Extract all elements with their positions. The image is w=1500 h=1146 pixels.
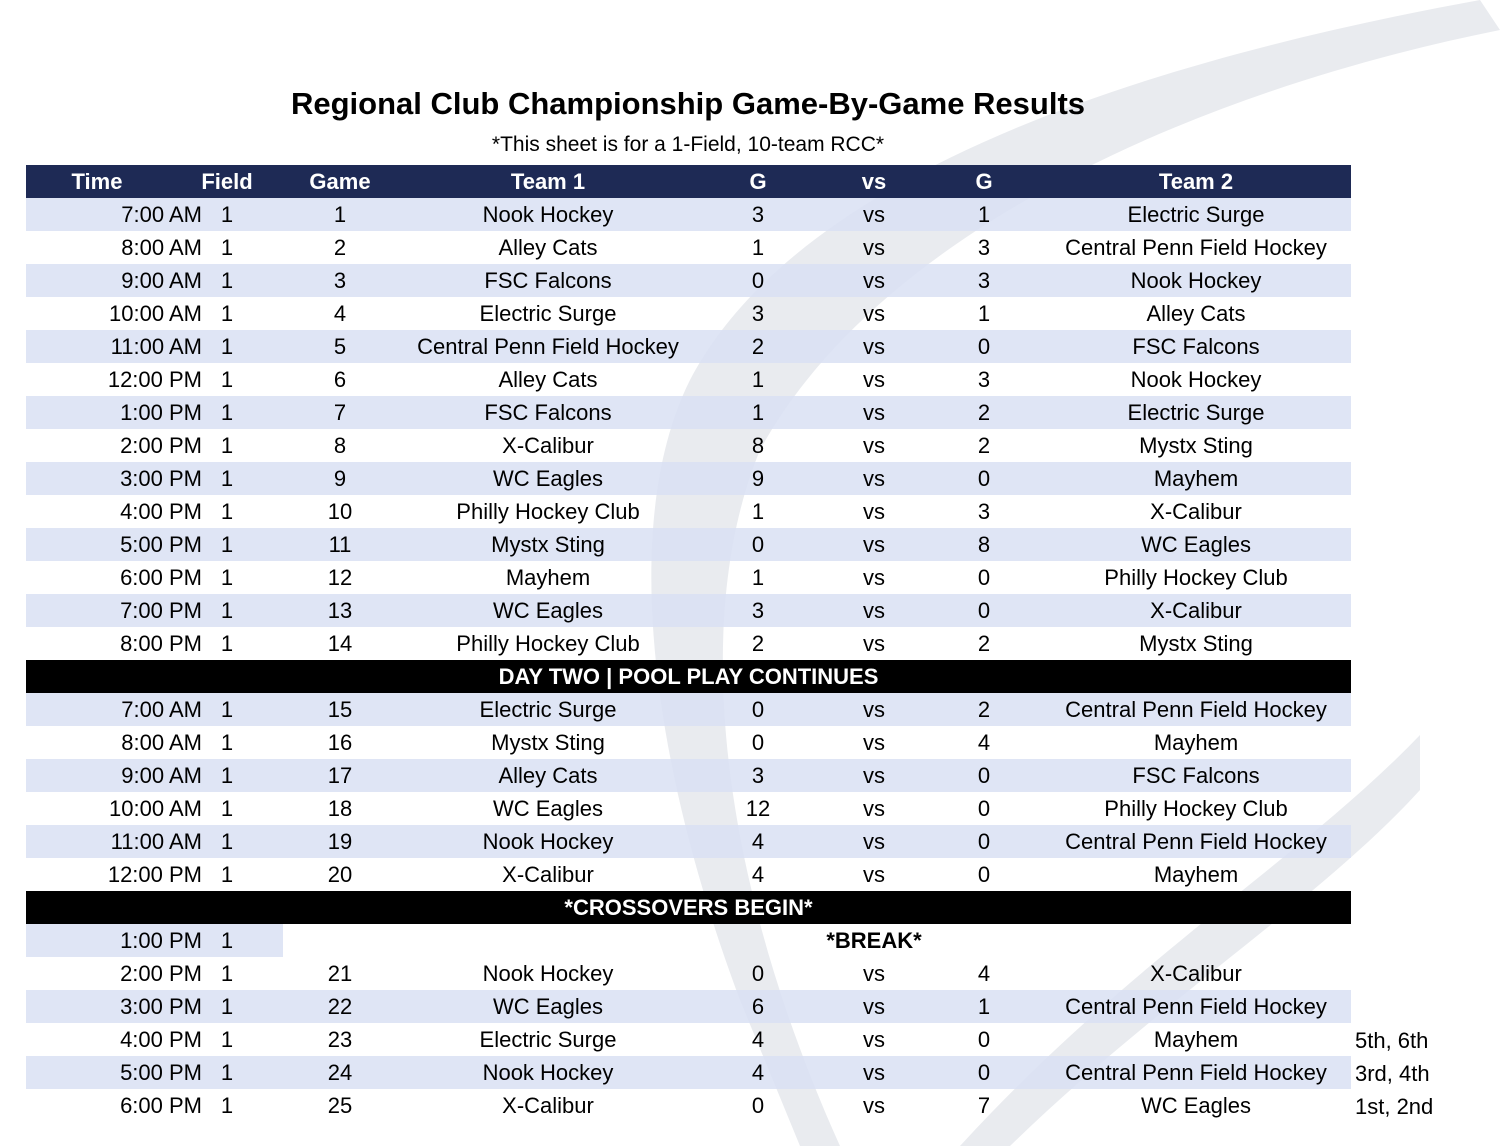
- cell-team1-goals: 12: [745, 796, 771, 821]
- table-row: [26, 462, 1351, 495]
- cell-time: 8:00 PM: [120, 631, 202, 656]
- cell-field: 1: [220, 400, 234, 425]
- cell-vs: vs: [863, 367, 885, 392]
- table-row: [26, 1056, 1351, 1089]
- banner-day-two: DAY TWO | POOL PLAY CONTINUES: [26, 660, 1351, 693]
- cell-team1-goals: 2: [751, 631, 765, 656]
- cell-team1-goals: 3: [751, 202, 765, 227]
- cell-field: 1: [220, 928, 234, 953]
- cell-vs: vs: [863, 796, 885, 821]
- table-row: [26, 363, 1351, 396]
- cell-team1: Electric Surge: [479, 301, 617, 326]
- cell-game: 16: [327, 730, 353, 755]
- cell-time: 3:00 PM: [120, 994, 202, 1019]
- cell-game: 12: [327, 565, 353, 590]
- cell-game: 22: [327, 994, 353, 1019]
- table-row: [26, 726, 1351, 759]
- cell-time: 6:00 PM: [120, 1093, 202, 1118]
- cell-time: 7:00 AM: [121, 697, 202, 722]
- cell-vs: vs: [863, 697, 885, 722]
- cell-game: 1: [333, 202, 347, 227]
- cell-time: 10:00 AM: [109, 301, 202, 326]
- cell-field: 1: [220, 532, 234, 557]
- cell-vs: vs: [863, 994, 885, 1019]
- cell-vs: vs: [863, 565, 885, 590]
- cell-team2: Electric Surge: [1127, 400, 1265, 425]
- col-header-g1: G: [749, 169, 767, 194]
- cell-team2: Nook Hockey: [1130, 268, 1262, 293]
- cell-game: 8: [333, 433, 347, 458]
- cell-time: 7:00 PM: [120, 598, 202, 623]
- cell-game: 2: [333, 235, 347, 260]
- cell-team2-goals: 1: [977, 301, 991, 326]
- col-header-team2: Team 2: [1158, 169, 1234, 194]
- cell-game: 4: [333, 301, 347, 326]
- cell-team2-goals: 0: [977, 334, 991, 359]
- cell-vs: vs: [863, 202, 885, 227]
- cell-team2: Philly Hockey Club: [1104, 796, 1288, 821]
- cell-time: 11:00 AM: [110, 334, 202, 359]
- cell-team2-goals: 1: [977, 994, 991, 1019]
- cell-vs: vs: [863, 268, 885, 293]
- table-row: [26, 759, 1351, 792]
- cell-team2: Philly Hockey Club: [1104, 565, 1288, 590]
- col-header-field: Field: [201, 169, 253, 194]
- cell-field: 1: [220, 598, 234, 623]
- cell-field: 1: [220, 433, 234, 458]
- cell-team1-goals: 3: [751, 301, 765, 326]
- cell-game: 11: [328, 532, 352, 557]
- cell-vs: vs: [863, 763, 885, 788]
- cell-team2: WC Eagles: [1140, 532, 1252, 557]
- cell-team2-goals: 0: [977, 598, 991, 623]
- cell-vs: vs: [863, 730, 885, 755]
- cell-team1-goals: 1: [751, 499, 765, 524]
- table-row: [26, 825, 1351, 858]
- cell-time: 12:00 PM: [107, 367, 202, 392]
- cell-time: 4:00 PM: [120, 1027, 202, 1052]
- cell-team2: Mystx Sting: [1139, 631, 1253, 656]
- cell-game: 10: [327, 499, 353, 524]
- cell-team1-goals: 4: [751, 1060, 765, 1085]
- cell-team1: Central Penn Field Hockey: [417, 334, 679, 359]
- cell-field: 1: [220, 796, 234, 821]
- results-table: [26, 165, 1351, 1122]
- cell-team2: Central Penn Field Hockey: [1065, 1060, 1327, 1085]
- table-row: [26, 495, 1351, 528]
- cell-time: 8:00 AM: [121, 730, 202, 755]
- cell-team2: Alley Cats: [1146, 301, 1246, 326]
- cell-team1-goals: 4: [751, 862, 765, 887]
- cell-team2-goals: 4: [977, 961, 991, 986]
- cell-field: 1: [220, 466, 234, 491]
- cell-team1-goals: 9: [751, 466, 765, 491]
- cell-team2: FSC Falcons: [1132, 763, 1260, 788]
- cell-field: 1: [220, 961, 234, 986]
- table-row: [26, 990, 1351, 1023]
- cell-time: 9:00 AM: [121, 268, 202, 293]
- cell-game: 25: [327, 1093, 353, 1118]
- cell-game: 17: [327, 763, 353, 788]
- cell-time: 8:00 AM: [121, 235, 202, 260]
- cell-game: 14: [327, 631, 353, 656]
- table-row: [26, 792, 1351, 825]
- cell-team2: Mayhem: [1153, 1027, 1239, 1052]
- cell-vs: vs: [863, 1093, 885, 1118]
- cell-field: 1: [220, 1093, 234, 1118]
- cell-time: 5:00 PM: [120, 532, 202, 557]
- cell-team1-goals: 1: [751, 565, 765, 590]
- crossover-rows: [26, 957, 1351, 1122]
- cell-time: 11:00 AM: [110, 829, 202, 854]
- cell-team2: X-Calibur: [1150, 499, 1242, 524]
- page-subtitle: *This sheet is for a 1-Field, 10-team RCC*: [491, 133, 885, 156]
- table-row: [26, 1023, 1351, 1056]
- cell-vs: vs: [863, 400, 885, 425]
- cell-team2: Mayhem: [1153, 862, 1239, 887]
- cell-vs: vs: [863, 1027, 885, 1052]
- cell-game: 19: [327, 829, 353, 854]
- cell-team1: Philly Hockey Club: [456, 499, 640, 524]
- cell-team1-goals: 0: [751, 697, 765, 722]
- cell-team2-goals: 3: [977, 499, 991, 524]
- cell-vs: vs: [863, 532, 885, 557]
- cell-team1: X-Calibur: [502, 433, 594, 458]
- cell-team1-goals: 1: [751, 367, 765, 392]
- cell-team2: WC Eagles: [1140, 1093, 1252, 1118]
- cell-team2: FSC Falcons: [1132, 334, 1260, 359]
- cell-game: 23: [327, 1027, 353, 1052]
- cell-team1: WC Eagles: [492, 466, 604, 491]
- cell-team2-goals: 0: [977, 565, 991, 590]
- cell-vs: vs: [863, 235, 885, 260]
- cell-team2-goals: 0: [977, 763, 991, 788]
- cell-field: 1: [220, 862, 234, 887]
- cell-time: 9:00 AM: [121, 763, 202, 788]
- banner-crossovers: *CROSSOVERS BEGIN*: [26, 891, 1351, 924]
- cell-game: 24: [327, 1060, 353, 1085]
- cell-time: 4:00 PM: [120, 499, 202, 524]
- cell-team1: Nook Hockey: [482, 1060, 614, 1085]
- cell-team1: Mystx Sting: [491, 730, 605, 755]
- table-row: [26, 561, 1351, 594]
- table-row: [26, 627, 1351, 660]
- cell-field: 1: [220, 202, 234, 227]
- cell-team1: X-Calibur: [502, 862, 594, 887]
- cell-team1: Alley Cats: [498, 763, 598, 788]
- cell-vs: vs: [863, 1060, 885, 1085]
- cell-vs: vs: [863, 466, 885, 491]
- cell-team1: Alley Cats: [498, 235, 598, 260]
- cell-team1: WC Eagles: [492, 994, 604, 1019]
- cell-team2-goals: 3: [977, 235, 991, 260]
- cell-team2-goals: 7: [977, 1093, 991, 1118]
- cell-game: 3: [333, 268, 347, 293]
- cell-game: 18: [327, 796, 353, 821]
- cell-team2: Mayhem: [1153, 466, 1239, 491]
- col-header-g2: G: [975, 169, 993, 194]
- cell-game: 20: [327, 862, 353, 887]
- cell-team1: Alley Cats: [498, 367, 598, 392]
- cell-field: 1: [220, 763, 234, 788]
- cell-team2: X-Calibur: [1150, 961, 1242, 986]
- cell-team2-goals: 3: [977, 367, 991, 392]
- table-row: [26, 957, 1351, 990]
- cell-field: 1: [220, 730, 234, 755]
- placement-label: 1st, 2nd: [1355, 1094, 1434, 1119]
- cell-team2-goals: 4: [977, 730, 991, 755]
- cell-team1: Nook Hockey: [482, 961, 614, 986]
- cell-team1: Philly Hockey Club: [456, 631, 640, 656]
- col-header-game: Game: [309, 169, 371, 194]
- cell-vs: vs: [863, 598, 885, 623]
- cell-time: 2:00 PM: [120, 433, 202, 458]
- cell-field: 1: [220, 565, 234, 590]
- placement-label: 5th, 6th: [1355, 1028, 1429, 1053]
- cell-team1: Nook Hockey: [482, 829, 614, 854]
- cell-time: 2:00 PM: [120, 961, 202, 986]
- cell-team1-goals: 0: [751, 268, 765, 293]
- cell-field: 1: [220, 994, 234, 1019]
- cell-time: 1:00 PM: [120, 400, 202, 425]
- cell-team2-goals: 0: [977, 796, 991, 821]
- cell-team1-goals: 3: [751, 763, 765, 788]
- cell-team1: WC Eagles: [492, 598, 604, 623]
- cell-time: 10:00 AM: [109, 796, 202, 821]
- cell-team2: Central Penn Field Hockey: [1065, 994, 1327, 1019]
- cell-team1-goals: 1: [751, 400, 765, 425]
- day-two-rows: [26, 693, 1351, 891]
- table-row: [26, 1089, 1351, 1122]
- cell-game: 21: [327, 961, 353, 986]
- cell-vs: vs: [863, 829, 885, 854]
- cell-team1-goals: 3: [751, 598, 765, 623]
- day-one-rows: [26, 198, 1351, 660]
- table-row: [26, 858, 1351, 891]
- cell-team1-goals: 0: [751, 532, 765, 557]
- cell-field: 1: [220, 1060, 234, 1085]
- cell-field: 1: [220, 301, 234, 326]
- cell-game: 6: [333, 367, 347, 392]
- table-row: [26, 231, 1351, 264]
- cell-game: 13: [327, 598, 353, 623]
- cell-time: 3:00 PM: [120, 466, 202, 491]
- cell-field: 1: [220, 499, 234, 524]
- table-row: [26, 330, 1351, 363]
- cell-vs: vs: [863, 433, 885, 458]
- cell-team2-goals: 0: [977, 829, 991, 854]
- col-header-time: Time: [71, 169, 123, 194]
- cell-team2-goals: 0: [977, 862, 991, 887]
- cell-field: 1: [220, 829, 234, 854]
- table-row: [26, 693, 1351, 726]
- cell-team1: Mystx Sting: [491, 532, 605, 557]
- cell-game: 7: [333, 400, 347, 425]
- cell-team1-goals: 4: [751, 1027, 765, 1052]
- cell-team2-goals: 0: [977, 1027, 991, 1052]
- cell-team1-goals: 8: [751, 433, 765, 458]
- cell-team2: Central Penn Field Hockey: [1065, 235, 1327, 260]
- cell-time: 6:00 PM: [120, 565, 202, 590]
- table-header: [26, 165, 1351, 198]
- cell-team1: Nook Hockey: [482, 202, 614, 227]
- cell-time: 1:00 PM: [120, 928, 202, 953]
- cell-team2-goals: 2: [977, 631, 991, 656]
- cell-team2: Central Penn Field Hockey: [1065, 697, 1327, 722]
- cell-team2-goals: 1: [977, 202, 991, 227]
- cell-game: 15: [327, 697, 353, 722]
- cell-team1: WC Eagles: [492, 796, 604, 821]
- cell-vs: vs: [863, 961, 885, 986]
- cell-field: 1: [220, 268, 234, 293]
- cell-team1-goals: 0: [751, 730, 765, 755]
- cell-field: 1: [220, 367, 234, 392]
- cell-team2: Electric Surge: [1127, 202, 1265, 227]
- cell-vs: vs: [863, 499, 885, 524]
- col-header-vs: vs: [861, 169, 887, 194]
- cell-team2-goals: 2: [977, 433, 991, 458]
- cell-vs: vs: [863, 631, 885, 656]
- cell-game: 9: [333, 466, 347, 491]
- cell-team2-goals: 3: [977, 268, 991, 293]
- cell-team1: X-Calibur: [502, 1093, 594, 1118]
- cell-vs: vs: [863, 334, 885, 359]
- cell-time: 12:00 PM: [107, 862, 202, 887]
- cell-field: 1: [220, 334, 234, 359]
- table-row: [26, 528, 1351, 561]
- cell-team2: Mystx Sting: [1139, 433, 1253, 458]
- cell-time: 7:00 AM: [121, 202, 202, 227]
- table-row: [26, 264, 1351, 297]
- placement-label: 3rd, 4th: [1355, 1061, 1430, 1086]
- cell-team1: FSC Falcons: [484, 268, 612, 293]
- cell-team1-goals: 1: [751, 235, 765, 260]
- cell-team1: Electric Surge: [479, 697, 617, 722]
- col-header-team1: Team 1: [510, 169, 586, 194]
- cell-field: 1: [220, 235, 234, 260]
- table-row: [26, 396, 1351, 429]
- page-title: Regional Club Championship Game-By-Game Results: [290, 86, 1086, 121]
- cell-team1-goals: 2: [751, 334, 765, 359]
- table-row: [26, 594, 1351, 627]
- cell-vs: vs: [863, 301, 885, 326]
- cell-team2: Central Penn Field Hockey: [1065, 829, 1327, 854]
- cell-team2-goals: 8: [977, 532, 991, 557]
- table-row: [26, 198, 1351, 231]
- table-row: [26, 429, 1351, 462]
- table-row: [26, 297, 1351, 330]
- cell-time: 5:00 PM: [120, 1060, 202, 1085]
- cell-team2-goals: 0: [977, 466, 991, 491]
- break-label: *BREAK*: [826, 928, 922, 953]
- cell-vs: vs: [863, 862, 885, 887]
- cell-field: 1: [220, 697, 234, 722]
- cell-team2: Nook Hockey: [1130, 367, 1262, 392]
- cell-team1: Electric Surge: [479, 1027, 617, 1052]
- cell-team1-goals: 4: [751, 829, 765, 854]
- cell-team1: Mayhem: [505, 565, 591, 590]
- cell-team2-goals: 2: [977, 697, 991, 722]
- cell-team2: X-Calibur: [1150, 598, 1242, 623]
- cell-team1-goals: 0: [751, 1093, 765, 1118]
- cell-team1: FSC Falcons: [484, 400, 612, 425]
- cell-team2-goals: 2: [977, 400, 991, 425]
- cell-game: 5: [333, 334, 347, 359]
- cell-team2-goals: 0: [977, 1060, 991, 1085]
- cell-team1-goals: 6: [751, 994, 765, 1019]
- cell-team1-goals: 0: [751, 961, 765, 986]
- break-row: [26, 924, 1351, 957]
- cell-team2: Mayhem: [1153, 730, 1239, 755]
- cell-field: 1: [220, 631, 234, 656]
- cell-field: 1: [220, 1027, 234, 1052]
